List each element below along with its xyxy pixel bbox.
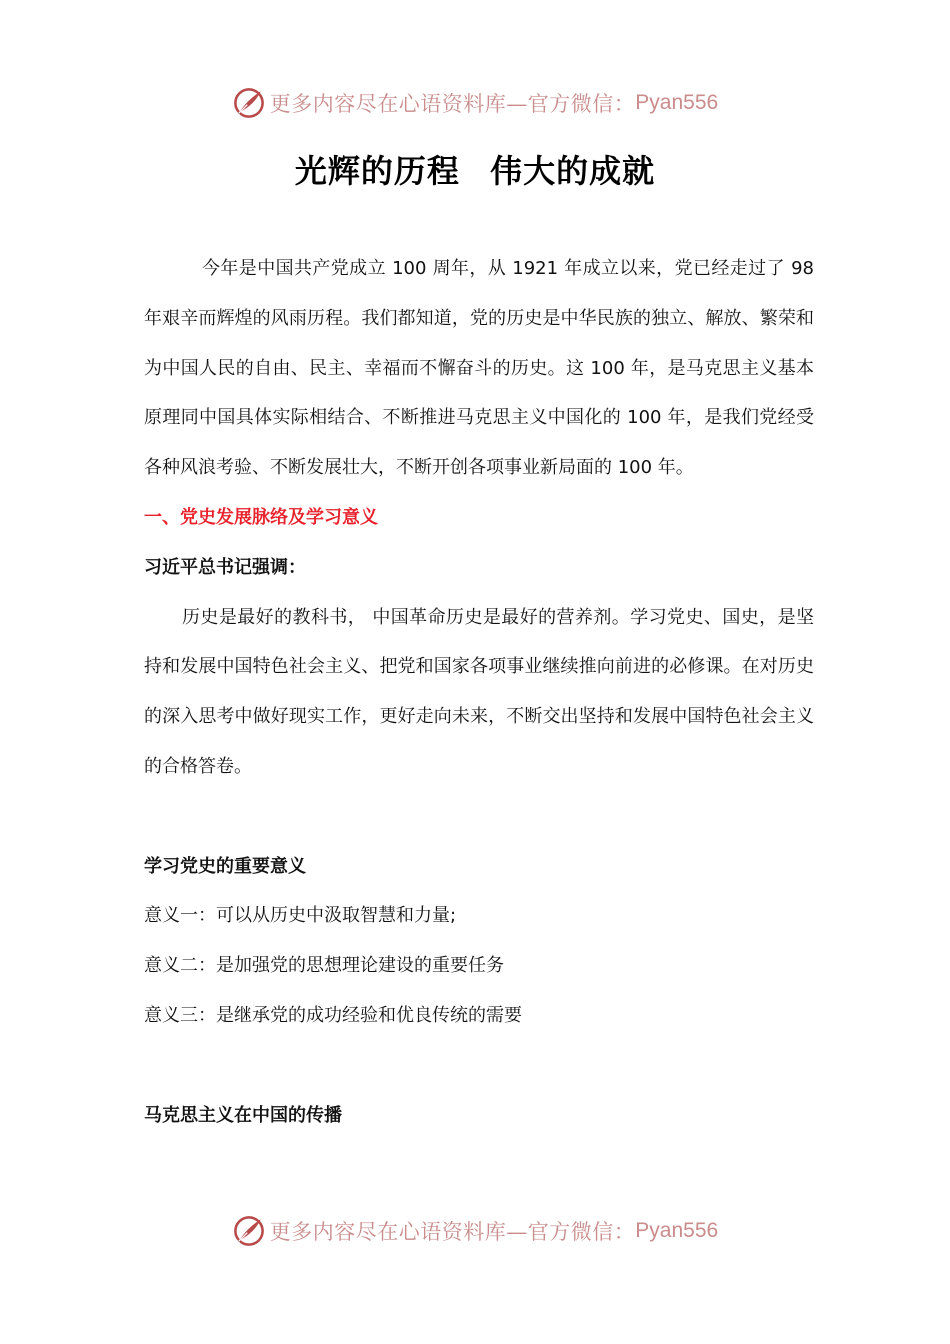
watermark-wechat-id: Pyan556 (635, 1219, 719, 1242)
watermark-wechat-id: Pyan556 (635, 91, 719, 114)
header-watermark (0, 83, 950, 123)
quill-logo-icon (232, 86, 266, 120)
document-body (144, 244, 814, 1140)
spacer (144, 1041, 814, 1091)
marxism-heading: 马克思主义在中国的传播 (144, 1104, 342, 1126)
xi-quote-paragraph: 历史是最好的教科书， 中国革命历史是最好的营养剂。学习党史、国史，是坚持和发展中国特色社会主义、把党和国家各项事业继续推向前进的必修课。在对历史的深入思考中做好现实工作，更好走向未来，不断交出坚持和发展中国特色社会主义的合格答卷。 (144, 606, 814, 777)
significance-item-3: 意义三：是继承党的成功经验和优良传统的需要 (144, 1004, 522, 1026)
watermark-text: 更多内容尽在心语资料库—官方微信： (269, 92, 636, 116)
xi-emphasis-subheading: 习近平总书记强调： (144, 556, 306, 578)
footer-watermark (0, 1211, 950, 1251)
intro-paragraph: 今年是中国共产党成立 100 周年，从 1921 年成立以来，党已经走过了 98 年艰辛而辉煌的风雨历程。我们都知道，党的历史是中华民族的独立、解放、繁荣和为中国人民的自由、民主、幸福而不懈奋斗的历史。这 100 年，是马克思主义基本原理同中国具体实际相结合、不断推进马克思主义中国化的 100 年，是我们党经受各种风浪考验、不断发展壮大，不断开创各项事业新局面的 100 年。 (144, 258, 814, 479)
significance-item-1: 意义一：可以从历史中汲取智慧和力量; (144, 905, 457, 927)
quill-logo-icon (232, 1214, 266, 1248)
section-heading-party-history: 一、党史发展脉络及学习意义 (144, 506, 378, 528)
spacer (144, 792, 814, 842)
document-title: 光辉的历程 伟大的成就 (294, 152, 656, 190)
significance-item-2: 意义二：是加强党的思想理论建设的重要任务 (144, 955, 504, 977)
significance-heading: 学习党史的重要意义 (144, 855, 306, 877)
watermark-text: 更多内容尽在心语资料库—官方微信： (269, 1220, 636, 1244)
